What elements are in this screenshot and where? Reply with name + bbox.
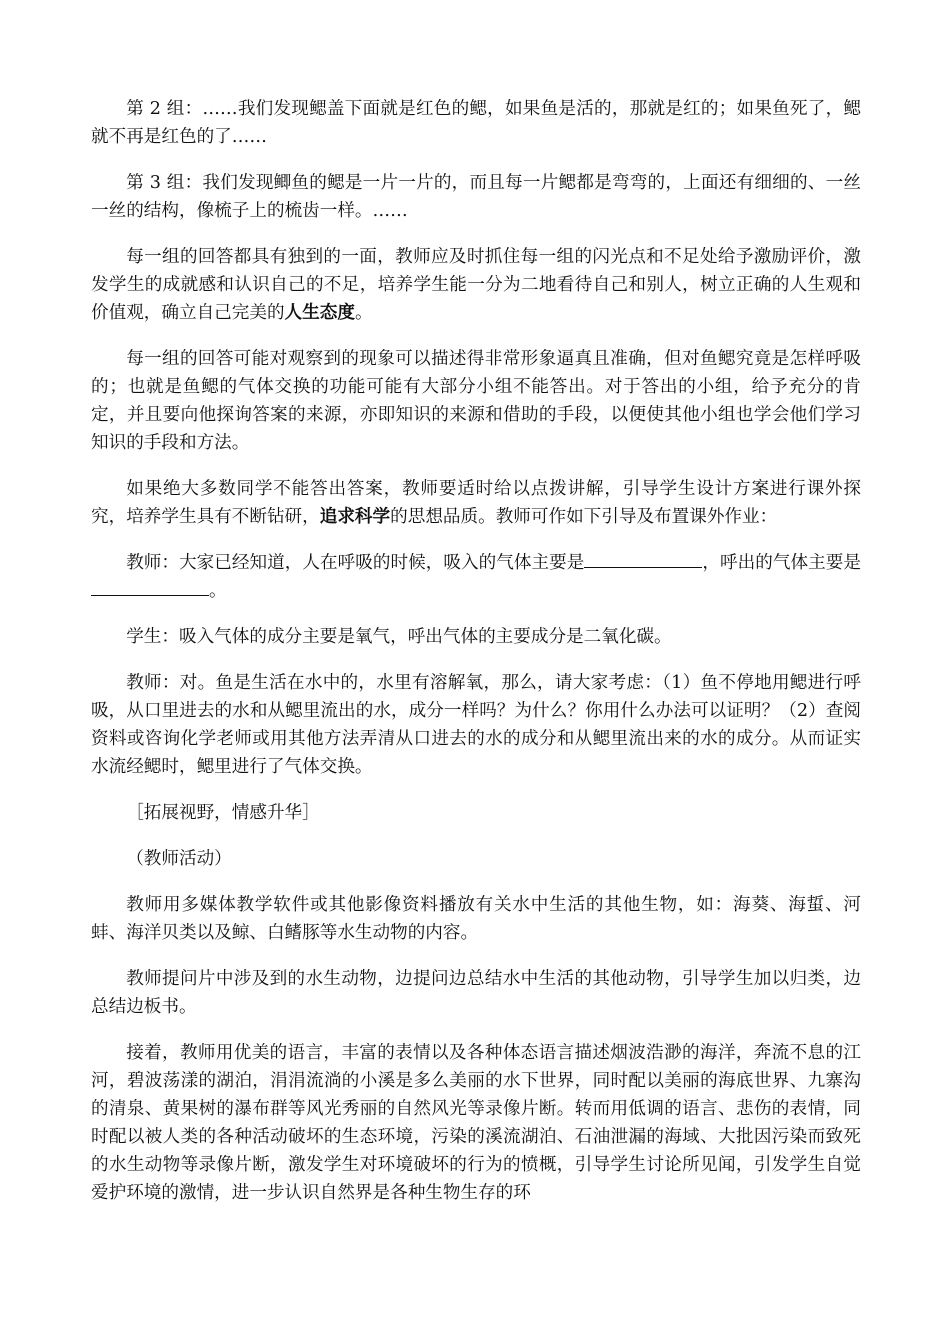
- paragraph-group2: 第 2 组：……我们发现鳃盖下面就是红色的鳃，如果鱼是活的，那就是红的；如果鱼死了，鳃就不再是红色的了……: [91, 99, 861, 147]
- fill-blank-inhaled: [584, 549, 702, 568]
- paragraph-guidance: [91, 475, 861, 531]
- paragraph-classify: 教师提问片中涉及到的水生动物，边提问边总结水中生活的其他动物，引导学生加以归类，边总结边板书。: [91, 969, 861, 1017]
- text-segment: 的思想品质。教师可作如下引导及布置课外作业：: [390, 507, 778, 527]
- paragraph-teacher-question: [91, 549, 861, 605]
- text-segment: 如果绝大多数同学不能答出答案，教师要适时给以点拨讲解，引导学生设计方案进行课外探究，培养学生具有不断钻研，: [91, 479, 861, 527]
- section-subheading-teacher-activity: （教师活动）: [126, 849, 232, 869]
- emphasis-pursue-science: 追求科学: [319, 506, 391, 527]
- paragraph-gill-breathing: 每一组的回答可能对观察到的现象可以描述得非常形象逼真且准确，但对鱼鳃究竟是怎样呼吸的；也就是鱼鳃的气体交换的功能可能有大部分小组不能答出。对于答出的小组，给予充分的肯定，并且要向他探询答案的来源，亦即知识的来源和借助的手段，以便使其他小组也学会他们学习知识的手段和方法。: [91, 349, 861, 453]
- paragraph-environment: 接着，教师用优美的语言，丰富的表情以及各种体态语言描述烟波浩渺的海洋，奔流不息的江河，碧波荡漾的湖泊，涓涓流淌的小溪是多么美丽的水下世界，同时配以美丽的海底世界、九寨沟的清泉、黄果树的瀑布群等风光秀丽的自然风光等录像片断。转而用低调的语言、悲伤的表情，同时配以被人类的各种活动破坏的生态环境，污染的溪流湖泊、石油泄漏的海域、大批因污染而致死的水生动物等录像片断，激发学生对环境破坏的行为的愤概，引导学生讨论所见闻，引发学生自觉爱护环境的激情，进一步认识自然界是各种生物生存的环: [91, 1043, 861, 1203]
- text-segment: 每一组的回答都具有独到的一面，教师应及时抓住每一组的闪光点和不足处给予激励评价，激发学生的成就感和认识自己的不足，培养学生能一分为二地看待自己和别人，树立正确的人生观和价值观，确立自己完美的: [91, 247, 861, 323]
- paragraph-evaluation: [91, 243, 861, 327]
- paragraph-student-answer: 学生：吸入气体的成分主要是氧气，呼出气体的主要成分是二氧化碳。: [126, 627, 672, 647]
- document-page: [91, 95, 861, 1225]
- text-segment: 教师：大家已经知道，人在呼吸的时候，吸入的气体主要是: [126, 553, 585, 573]
- text-segment: ，呼出的气体主要是: [702, 553, 861, 573]
- text-segment: 。: [354, 303, 373, 323]
- section-heading-extend: ［拓展视野，情感升华］: [126, 803, 320, 823]
- emphasis-life-attitude: 人生态度: [284, 302, 355, 323]
- paragraph-multimedia: 教师用多媒体教学软件或其他影像资料播放有关水中生活的其他生物，如：海葵、海蜇、河蚌、海洋贝类以及鲸、白鳍豚等水生动物的内容。: [91, 895, 861, 943]
- fill-blank-exhaled: [91, 577, 209, 596]
- text-segment: 。: [209, 581, 227, 601]
- paragraph-teacher-followup: 教师：对。鱼是生活在水中的，水里有溶解氧，那么，请大家考虑：（1）鱼不停地用鳃进行呼吸，从口里进去的水和从鳃里流出的水，成分一样吗？为什么？你用什么办法可以证明？（2）查阅资料或咨询化学老师或用其他方法弄清从口进去的水的成分和从鳃里流出来的水的成分。从而证实水流经鳃时，鳃里进行了气体交换。: [91, 673, 861, 777]
- paragraph-group3: 第 3 组：我们发现鲫鱼的鳃是一片一片的，而且每一片鳃都是弯弯的，上面还有细细的、一丝一丝的结构，像梳子上的梳齿一样。……: [91, 173, 861, 221]
